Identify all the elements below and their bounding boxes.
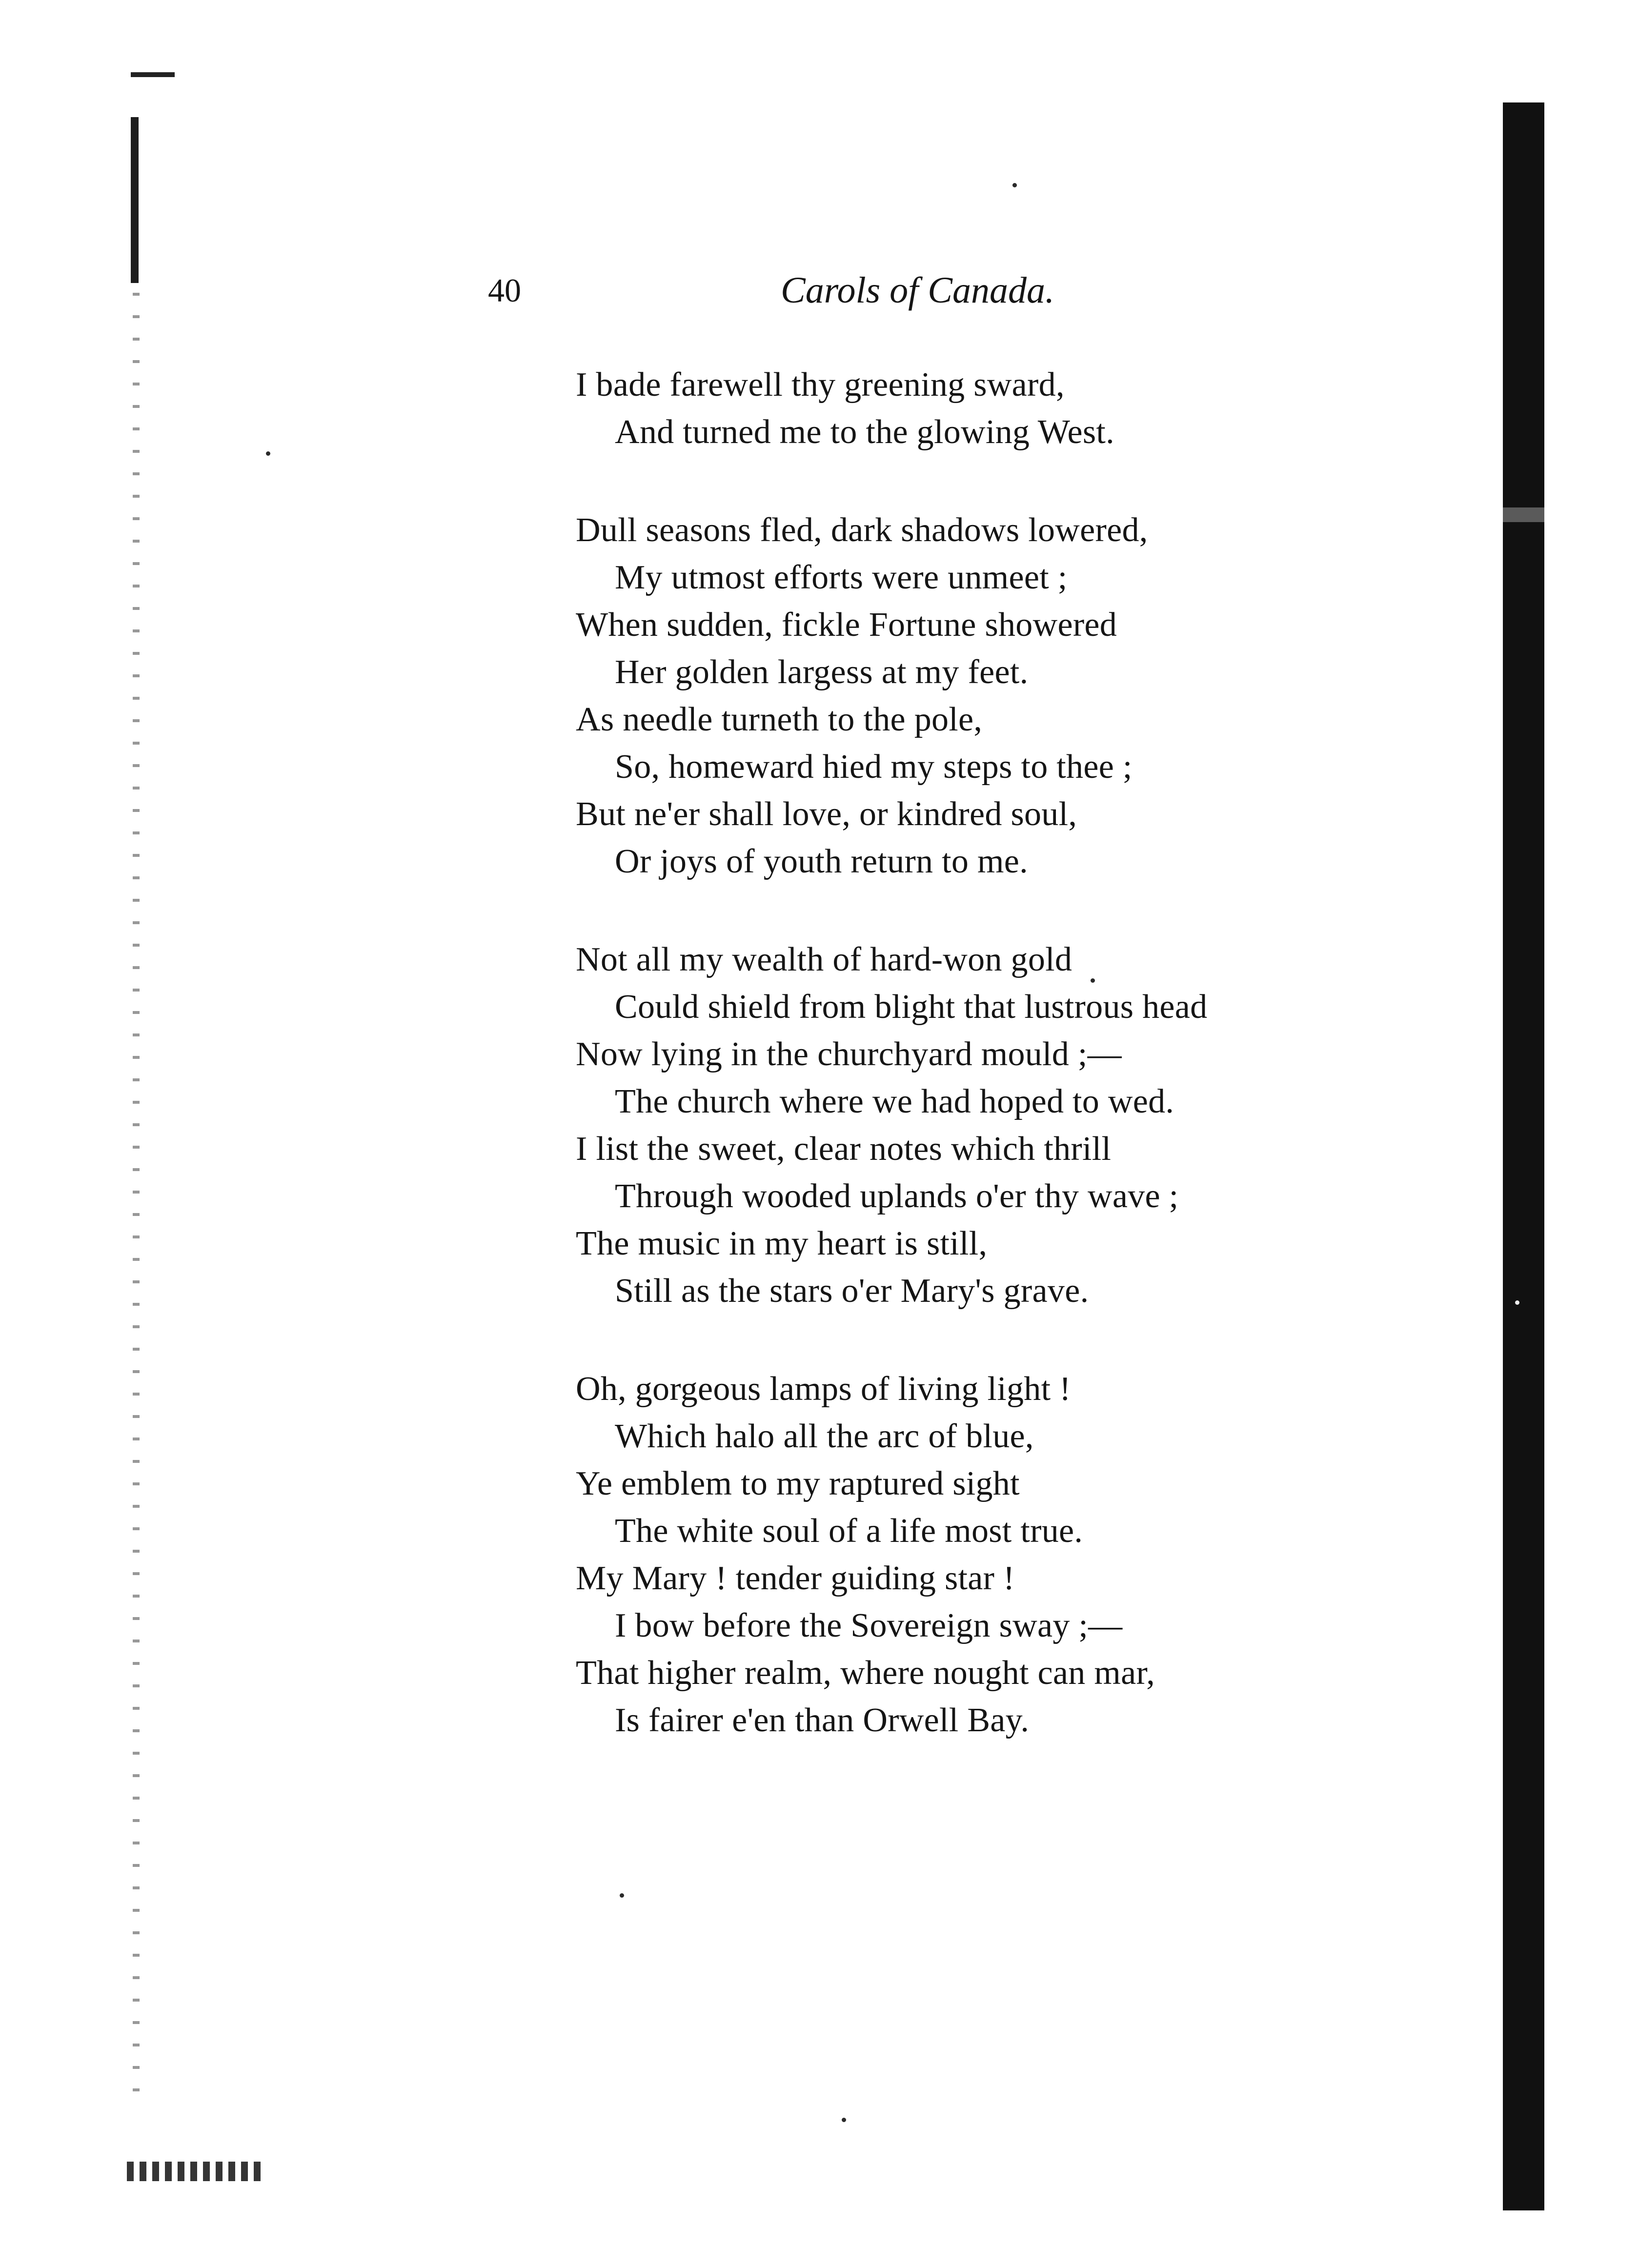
gutter-mark <box>131 72 175 77</box>
stanza <box>576 506 1381 885</box>
running-head <box>488 266 1122 315</box>
poem-line: So, homeward hied my steps to thee ; <box>615 748 1133 786</box>
binding-edge <box>1503 102 1544 2210</box>
poem-line: I list the sweet, clear notes which thrill <box>576 1130 1112 1168</box>
binding-edge-mark <box>1503 507 1544 522</box>
poem-line: When sudden, fickle Fortune showered <box>576 606 1117 644</box>
scan-speck <box>266 451 270 456</box>
poem-body <box>576 361 1381 1795</box>
scan-speck <box>1012 183 1017 187</box>
poem-line: Her golden largess at my feet. <box>615 653 1029 691</box>
scan-speck <box>620 1893 624 1898</box>
poem-line: Dull seasons fled, dark shadows lowered, <box>576 511 1148 549</box>
poem-line: Not all my wealth of hard-won gold <box>576 941 1072 978</box>
poem-line: Now lying in the churchyard mould ;— <box>576 1035 1122 1073</box>
scan-speck <box>842 2118 846 2122</box>
poem-line: Through wooded uplands o'er thy wave ; <box>615 1177 1179 1215</box>
poem-line: Oh, gorgeous lamps of living light ! <box>576 1370 1071 1408</box>
gutter-mark <box>131 117 139 283</box>
page-number: 40 <box>488 272 521 309</box>
poem-line: I bow before the Sovereign sway ;— <box>615 1607 1123 1644</box>
poem-line: And turned me to the glowing West. <box>615 413 1114 451</box>
poem-line: My utmost efforts were unmeet ; <box>615 559 1068 596</box>
poem-line: Is fairer e'en than Orwell Bay. <box>615 1701 1030 1739</box>
poem-line: The music in my heart is still, <box>576 1225 988 1262</box>
stanza <box>576 361 1381 456</box>
poem-line: Which halo all the arc of blue, <box>615 1418 1034 1455</box>
poem-line: But ne'er shall love, or kindred soul, <box>576 795 1077 833</box>
scan-speck <box>1515 1300 1519 1305</box>
stanza <box>576 936 1381 1315</box>
poem-line: Ye emblem to my raptured sight <box>576 1465 1020 1502</box>
stanza <box>576 1365 1381 1744</box>
poem-line: That higher realm, where nought can mar, <box>576 1654 1155 1692</box>
poem-line: Or joys of youth return to me. <box>615 843 1028 880</box>
poem-line: The white soul of a life most true. <box>615 1512 1083 1550</box>
poem-line: Could shield from blight that lustrous head <box>615 988 1208 1026</box>
gutter-debris <box>127 2162 263 2181</box>
gutter-debris <box>133 293 140 2098</box>
poem-line: As needle turneth to the pole, <box>576 701 983 738</box>
poem-line: My Mary ! tender guiding star ! <box>576 1559 1015 1597</box>
poem-line: The church where we had hoped to wed. <box>615 1083 1174 1120</box>
book-title: Carols of Canada. <box>781 270 1054 311</box>
poem-line: I bade farewell thy greening sward, <box>576 366 1065 404</box>
poem-line: Still as the stars o'er Mary's grave. <box>615 1272 1089 1310</box>
